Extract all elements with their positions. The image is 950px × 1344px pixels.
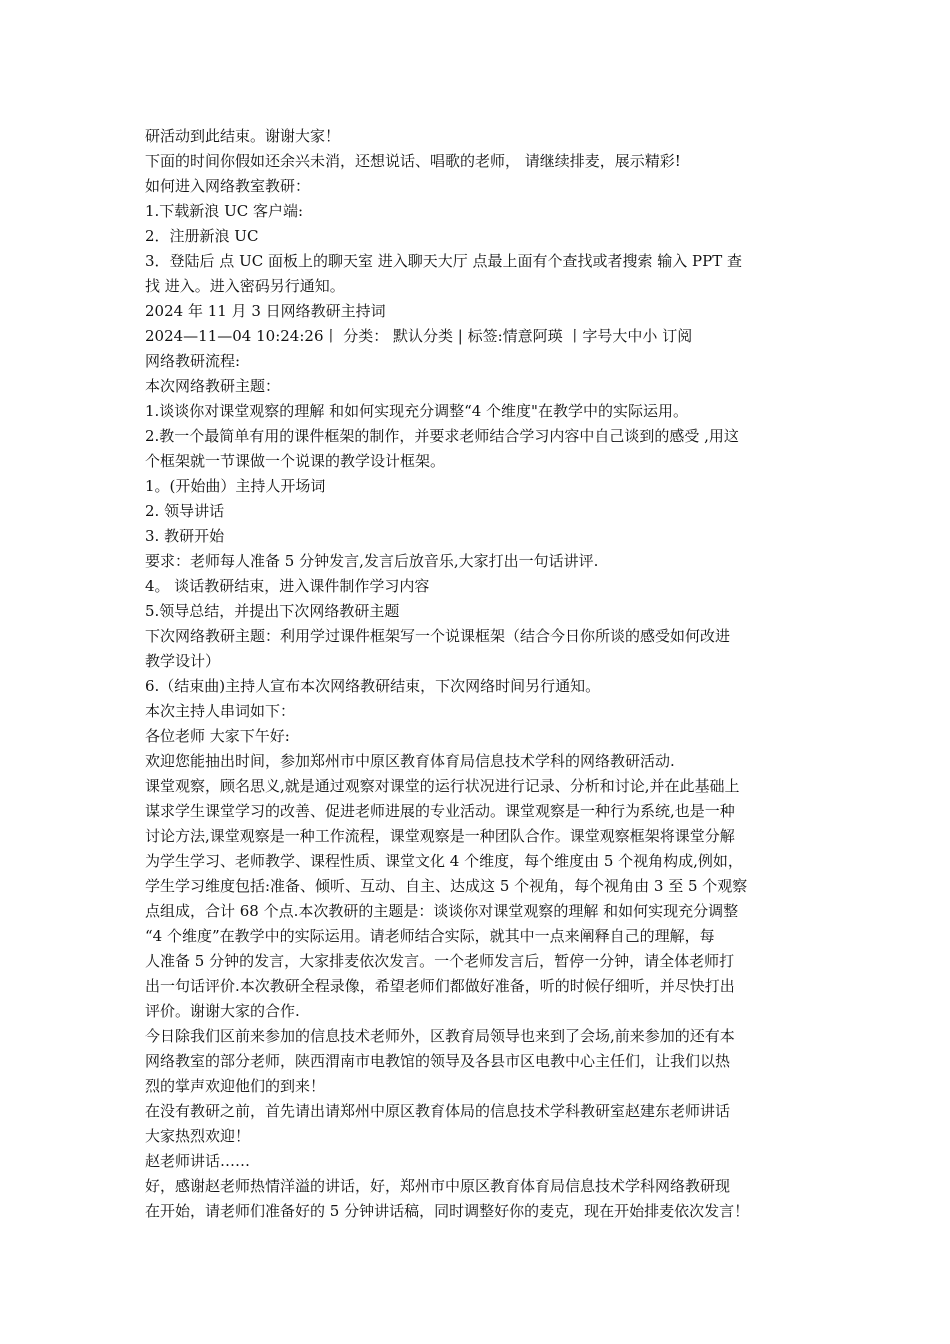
text-line: 点组成，合计 68 个点.本次教研的主题是：谈谈你对课堂观察的理解 和如何实现充分调整 xyxy=(145,902,739,920)
text-line: 4。 谈话教研结束，进入课件制作学习内容 xyxy=(145,577,430,595)
text-line: 5.领导总结，并提出下次网络教研主题 xyxy=(145,602,400,620)
text-line: 下次网络教研主题：利用学过课件框架写一个说课框架（结合今日你所谈的感受如何改进 xyxy=(145,627,731,645)
text-line: 今日除我们区前来参加的信息技术老师外，区教育局领导也来到了会场,前来参加的还有本 xyxy=(145,1027,735,1045)
text-line: 下面的时间你假如还余兴未消，还想说话、唱歌的老师， 请继续排麦，展示精彩! xyxy=(145,152,681,170)
text-line: 教学设计） xyxy=(145,652,221,670)
text-line: 2. 领导讲话 xyxy=(145,502,225,520)
text-line: 好，感谢赵老师热情洋溢的讲话，好，郑州市中原区教育体育局信息技术学科网络教研现 xyxy=(145,1177,731,1195)
text-line: 学生学习维度包括:准备、倾听、互动、自主、达成这 5 个视角，每个视角由 3 至 5 个观察 xyxy=(145,877,748,895)
text-line: 6.（结束曲)主持人宣布本次网络教研结束，下次网络时间另行通知。 xyxy=(145,677,601,695)
document-body xyxy=(145,124,813,1224)
text-line: 各位老师 大家下午好: xyxy=(145,727,290,745)
text-line: 如何进入网络教室教研： xyxy=(145,177,311,195)
text-line: 3. 教研开始 xyxy=(145,527,225,545)
text-line: 个框架就一节课做一个说课的教学设计框架。 xyxy=(145,452,446,470)
text-line: 2024 年 11 月 3 日网络教研主持词 xyxy=(145,302,386,320)
text-line: 1.下载新浪 UC 客户端: xyxy=(145,202,304,220)
text-line: “4 个维度”在教学中的实际运用。请老师结合实际，就其中一点来阐释自己的理解，每 xyxy=(145,927,715,945)
text-line: 网络教研流程: xyxy=(145,352,241,370)
text-line: 烈的掌声欢迎他们的到来！ xyxy=(145,1077,326,1095)
text-line: 赵老师讲话…… xyxy=(145,1152,251,1170)
text-line: 评价。谢谢大家的合作. xyxy=(145,1002,300,1020)
text-line: 找 进入。进入密码另行通知。 xyxy=(145,277,345,295)
text-line: 1。(开始曲）主持人开场词 xyxy=(145,477,326,495)
text-line: 谋求学生课堂学习的改善、促进老师进展的专业活动。课堂观察是一种行为系统,也是一种 xyxy=(145,802,735,820)
text-line: 2024—11—04 10:24:26丨 分类： 默认分类 | 标签:情意阿瑛 丨字号大中小 订阅 xyxy=(145,327,693,345)
text-line: 本次网络教研主题： xyxy=(145,377,281,395)
text-line: 大家热烈欢迎！ xyxy=(145,1127,251,1145)
text-line: 本次主持人串词如下： xyxy=(145,702,296,720)
text-line: 要求：老师每人准备 5 分钟发言,发言后放音乐,大家打出一句话讲评. xyxy=(145,552,599,570)
text-line: 3．登陆后 点 UC 面板上的聊天室 进入聊天大厅 点最上面有个查找或者搜索 输入 PPT 查 xyxy=(145,252,743,270)
text-line: 在没有教研之前，首先请出请郑州中原区教育体局的信息技术学科教研室赵建东老师讲话 xyxy=(145,1102,731,1120)
text-line: 网络教室的部分老师，陕西渭南市电教馆的领导及各县市区电教中心主任们，让我们以热 xyxy=(145,1052,731,1070)
text-line: 2.教一个最简单有用的课件框架的制作，并要求老师结合学习内容中自己谈到的感受 ,用这 xyxy=(145,427,739,445)
text-line: 出一句话评价.本次教研全程录像，希望老师们都做好准备，听的时候仔细听，并尽快打出 xyxy=(145,977,735,995)
text-line: 讨论方法,课堂观察是一种工作流程，课堂观察是一种团队合作。课堂观察框架将课堂分解 xyxy=(145,827,735,845)
text-line: 欢迎您能抽出时间，参加郑州市中原区教育体育局信息技术学科的网络教研活动. xyxy=(145,752,675,770)
text-line: 在开始，请老师们准备好的 5 分钟讲话稿，同时调整好你的麦克，现在开始排麦依次发言！ xyxy=(145,1202,750,1220)
text-line: 课堂观察，顾名思义,就是通过观察对课堂的运行状况进行记录、分析和讨论,并在此基础上 xyxy=(145,777,740,795)
text-line: 人准备 5 分钟的发言，大家排麦依次发言。一个老师发言后，暂停一分钟，请全体老师打 xyxy=(145,952,735,970)
text-line: 为学生学习、老师教学、课程性质、课堂文化 4 个维度，每个维度由 5 个视角构成,例如， xyxy=(145,852,743,870)
text-line: 2．注册新浪 UC xyxy=(145,227,259,245)
text-line: 1.谈谈你对课堂观察的理解 和如何实现充分调整“4 个维度"在教学中的实际运用。 xyxy=(145,402,688,420)
text-line: 研活动到此结束。谢谢大家！ xyxy=(145,127,341,145)
